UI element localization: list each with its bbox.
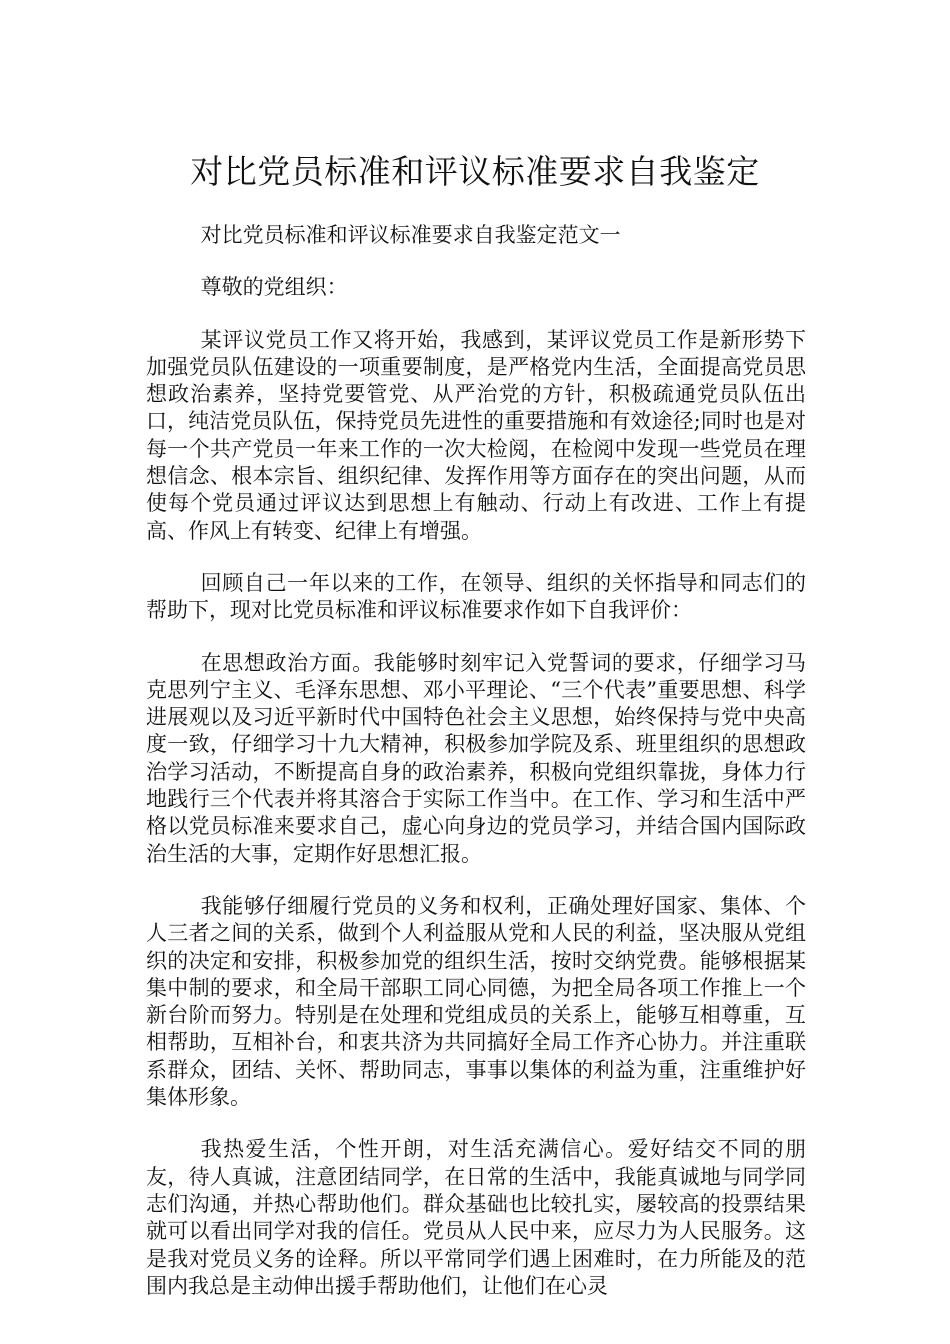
paragraph-salutation: 尊敬的党组织： <box>200 275 348 300</box>
document-body <box>146 222 806 1300</box>
paragraph-subtitle: 对比党员标准和评议标准要求自我鉴定范文一 <box>200 223 621 247</box>
paragraph-duties: 我能够仔细履行党员的义务和权利，正确处理好国家、集体、个人三者之间的关系，做到个人利益服从党和人民的利益，坚决服从党组织的决定和安排，积极参加党的组织生活，按时交纳党费。能够根据某集中制的要求，和全局干部职工同心同德，为把全局各项工作推上一个新台阶而努力。特别是在处理和党组成员的关系上，能够互相尊重，互相帮助，互相补台，和衷共济为共同搞好全局工作齐心协力。并注重联系群众，团结、关怀、帮助同志，事事以集体的利益为重，注重维护好集体形象。 <box>146 893 806 1110</box>
paragraph-political: 在思想政治方面。我能够时刻牢记入党誓词的要求，仔细学习马克思列宁主义、毛泽东思想、邓小平理论、“三个代表”重要思想、科学进展观以及习近平新时代中国特色社会主义思想，始终保持与党中央高度一致，仔细学习十九大精神，积极参加学院及系、班里组织的思想政治学习活动，不断提高自身的政治素养，积极向党组织靠拢，身体力行地践行三个代表并将其溶合于实际工作当中。在工作、学习和生活中严格以党员标准来要求自己，虚心向身边的党员学习，并结合国内国际政治生活的大事，定期作好思想汇报。 <box>146 650 806 866</box>
paragraph-life: 我热爱生活，个性开朗，对生活充满信心。爱好结交不同的朋友，待人真诚，注意团结同学，在日常的生活中，我能真诚地与同学同志们沟通，并热心帮助他们。群众基础也比较扎实，屡较高的投票结果就可以看出同学对我的信任。党员从人民中来，应尽力为人民服务。这是我对党员义务的诠释。所以平常同学们遇上困难时，在力所能及的范围内我总是主动伸出援手帮助他们，让他们在心灵 <box>146 1137 806 1298</box>
paragraph-intro: 某评议党员工作又将开始，我感到，某评议党员工作是新形势下加强党员队伍建设的一项重要制度，是严格党内生活，全面提高党员思想政治素养，坚持党要管党、从严治党的方针，积极疏通党员队伍出口，纯洁党员队伍，保持党员先进性的重要措施和有效途径;同时也是对每一个共产党员一年来工作的一次大检阅，在检阅中发现一些党员在理想信念、根本宗旨、组织纪律、发挥作用等方面存在的突出问题，从而使每个党员通过评议达到思想上有触动、行动上有改进、工作上有提高、作风上有转变、纪律上有增强。 <box>146 327 806 543</box>
paragraph-review: 回顾自己一年以来的工作，在领导、组织的关怀指导和同志们的帮助下，现对比党员标准和评议标准要求作如下自我评价： <box>146 570 806 623</box>
document-title: 对比党员标准和评议标准要求自我鉴定 <box>190 152 760 192</box>
